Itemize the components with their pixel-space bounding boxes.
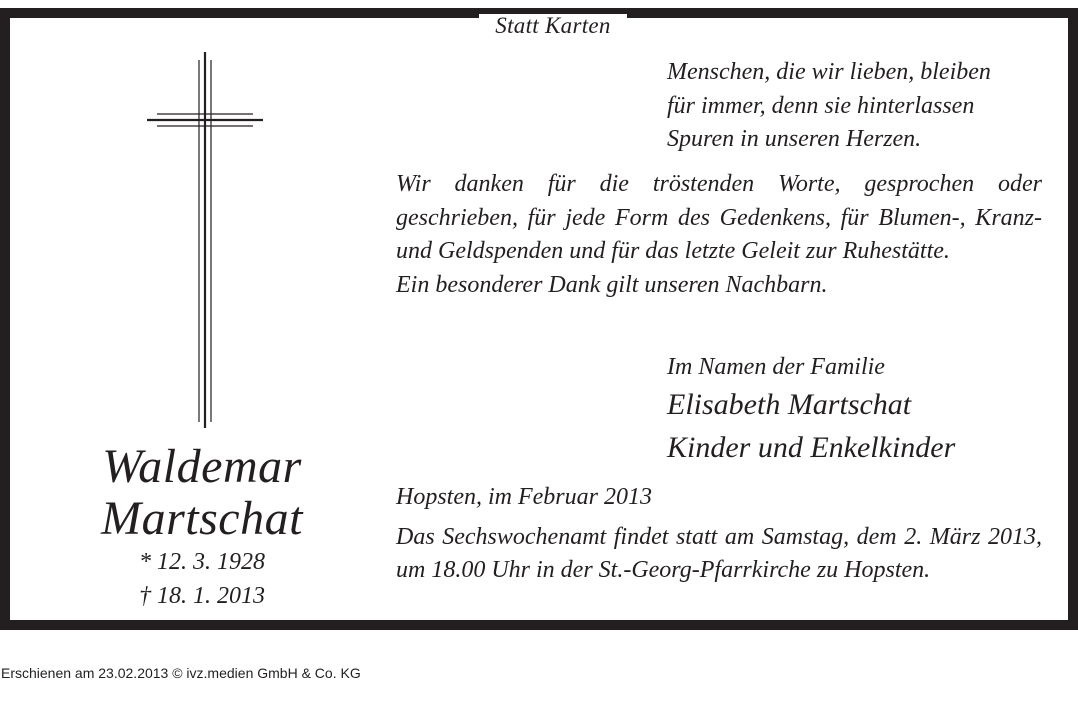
deceased-block (72, 441, 332, 613)
service-info: Das Sechswochenamt findet statt am Samstag, dem 2. März 2013, um 18.00 Uhr in der St.-Georg-Pfarrkirche zu Hopsten. (396, 524, 1042, 583)
quote-line: für immer, denn sie hinterlassen (667, 92, 975, 119)
quote-line: Spuren in unseren Herzen. (667, 126, 922, 152)
notice-frame (0, 8, 1078, 630)
quote-line: Menschen, die wir lieben, bleiben (667, 59, 991, 85)
family-name: Elisabeth Martschat (667, 388, 912, 421)
birth-date: * 12. 3. 1928 (139, 549, 265, 575)
deceased-first-name: Waldemar (102, 440, 302, 493)
death-date: † 18. 1. 2013 (139, 583, 265, 609)
thanks-paragraph: Wir danken für die tröstenden Worte, gesprochen oder geschrieben, für jede Form des Gedenkens, für Blumen-, Kranz- und Geldspenden und für das letzte Geleit zur Ruhestätte. (396, 171, 1042, 264)
place-date: Hopsten, im Februar 2013 (396, 484, 652, 510)
publication-footer: Erschienen am 23.02.2013 © ivz.medien GmbH & Co. KG (1, 665, 361, 681)
special-thanks: Ein besonderer Dank gilt unseren Nachbarn. (396, 271, 828, 298)
notice-header: Statt Karten (479, 14, 627, 38)
thanks-section (396, 168, 1042, 302)
memorial-quote (667, 56, 1067, 157)
family-intro: Im Namen der Familie (667, 354, 885, 380)
family-name: Kinder und Enkelkinder (667, 431, 956, 464)
deceased-last-name: Martschat (101, 492, 303, 545)
family-signature (667, 351, 1067, 469)
cross-icon (147, 52, 263, 428)
